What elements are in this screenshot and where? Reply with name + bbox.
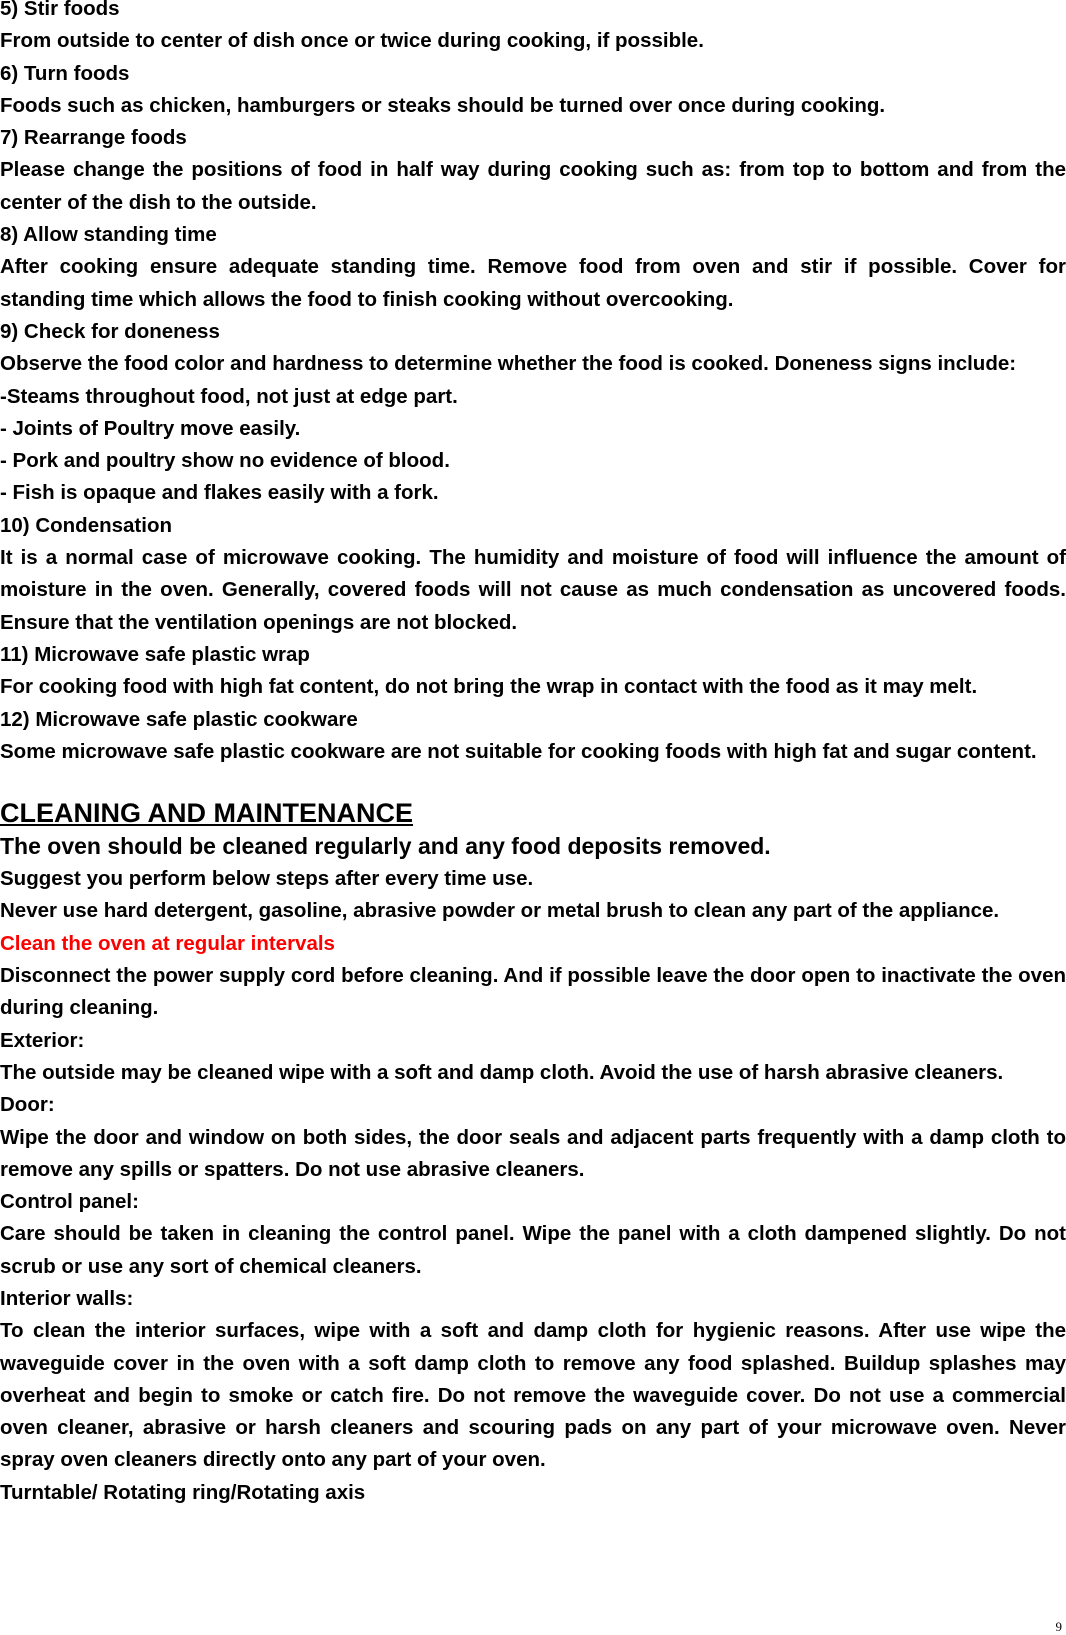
turntable-label: Turntable/ Rotating ring/Rotating axis bbox=[0, 1480, 366, 1504]
tip-heading-rearrange-foods: 7) Rearrange foods bbox=[0, 126, 187, 150]
tip-body-doneness: Observe the food color and hardness to determine whether the food is cooked. Doneness signs include: bbox=[0, 352, 1017, 376]
cleaning-regular-intervals-heading: Clean the oven at regular intervals bbox=[0, 931, 335, 955]
tip-heading-plastic-cookware: 12) Microwave safe plastic cookware bbox=[0, 707, 358, 731]
tip-heading-doneness: 9) Check for doneness bbox=[0, 319, 220, 343]
tip-body-rearrange-foods: Please change the positions of food in half way during cooking such as: from top to bottom and from the center of the dish to the outside. bbox=[0, 158, 1066, 214]
door-text: Wipe the door and window on both sides, the door seals and adjacent parts frequently with a damp cloth to remove any spills or spatters. Do not use abrasive cleaners. bbox=[0, 1125, 1066, 1181]
tip-body-condensation: It is a normal case of microwave cooking. The humidity and moisture of food will influence the amount of moisture in the oven. Generally, covered foods will not cause as much condensation as uncovered foods. Ensure that the ventilation openings are not blocked. bbox=[0, 546, 1066, 634]
tip-body-plastic-cookware: Some microwave safe plastic cookware are not suitable for cooking foods with high fat and sugar content. bbox=[0, 739, 1037, 763]
doneness-sign-steams: -Steams throughout food, not just at edge part. bbox=[0, 384, 458, 408]
tip-heading-stir-foods: 5) Stir foods bbox=[0, 0, 120, 20]
interior-walls-text: To clean the interior surfaces, wipe with a soft and damp cloth for hygienic reasons. After use wipe the waveguide cover in the oven with a soft damp cloth to remove any food splashed. Buildup splashes may overheat and begin to smoke or catch fire. Do not remove the waveguide cover. Do not use a commercial oven cleaner, abrasive or harsh cleaners and scouring pads on any part of your microwave oven. Never spray oven cleaners directly onto any part of your oven. bbox=[0, 1319, 1066, 1472]
tip-heading-turn-foods: 6) Turn foods bbox=[0, 61, 130, 85]
control-panel-text: Care should be taken in cleaning the control panel. Wipe the panel with a cloth dampened slightly. Do not scrub or use any sort of chemical cleaners. bbox=[0, 1222, 1066, 1278]
exterior-text: The outside may be cleaned wipe with a soft and damp cloth. Avoid the use of harsh abrasive cleaners. bbox=[0, 1060, 1004, 1084]
cleaning-never-text: Never use hard detergent, gasoline, abrasive powder or metal brush to clean any part of the appliance. bbox=[0, 899, 1000, 923]
section-subtitle-cleaning: The oven should be cleaned regularly and any food deposits removed. bbox=[0, 833, 771, 860]
tip-body-plastic-wrap: For cooking food with high fat content, do not bring the wrap in contact with the food as it may melt. bbox=[0, 675, 978, 699]
doneness-sign-blood: - Pork and poultry show no evidence of blood. bbox=[0, 449, 450, 473]
cleaning-disconnect-text: Disconnect the power supply cord before cleaning. And if possible leave the door open to inactivate the oven during cleaning. bbox=[0, 964, 1066, 1020]
tip-heading-plastic-wrap: 11) Microwave safe plastic wrap bbox=[0, 642, 310, 666]
interior-walls-label: Interior walls: bbox=[0, 1286, 134, 1310]
tip-body-turn-foods: Foods such as chicken, hamburgers or steaks should be turned over once during cooking. bbox=[0, 93, 886, 117]
section-spacer bbox=[0, 768, 1066, 796]
tip-body-standing-time: After cooking ensure adequate standing time. Remove food from oven and stir if possible. Cover for standing time which allows the food to finish cooking without overcooking. bbox=[0, 255, 1066, 311]
doneness-sign-fish: - Fish is opaque and flakes easily with a fork. bbox=[0, 481, 439, 505]
tip-heading-standing-time: 8) Allow standing time bbox=[0, 223, 217, 247]
doneness-sign-joints: - Joints of Poultry move easily. bbox=[0, 416, 301, 440]
page-number: 9 bbox=[1055, 1619, 1062, 1634]
door-label: Door: bbox=[0, 1093, 55, 1117]
exterior-label: Exterior: bbox=[0, 1028, 85, 1052]
cleaning-suggest-text: Suggest you perform below steps after every time use. bbox=[0, 867, 534, 891]
tip-heading-condensation: 10) Condensation bbox=[0, 513, 172, 537]
control-panel-label: Control panel: bbox=[0, 1190, 139, 1214]
section-title-cleaning: CLEANING AND MAINTENANCE bbox=[0, 798, 413, 829]
tip-body-stir-foods: From outside to center of dish once or twice during cooking, if possible. bbox=[0, 29, 704, 53]
